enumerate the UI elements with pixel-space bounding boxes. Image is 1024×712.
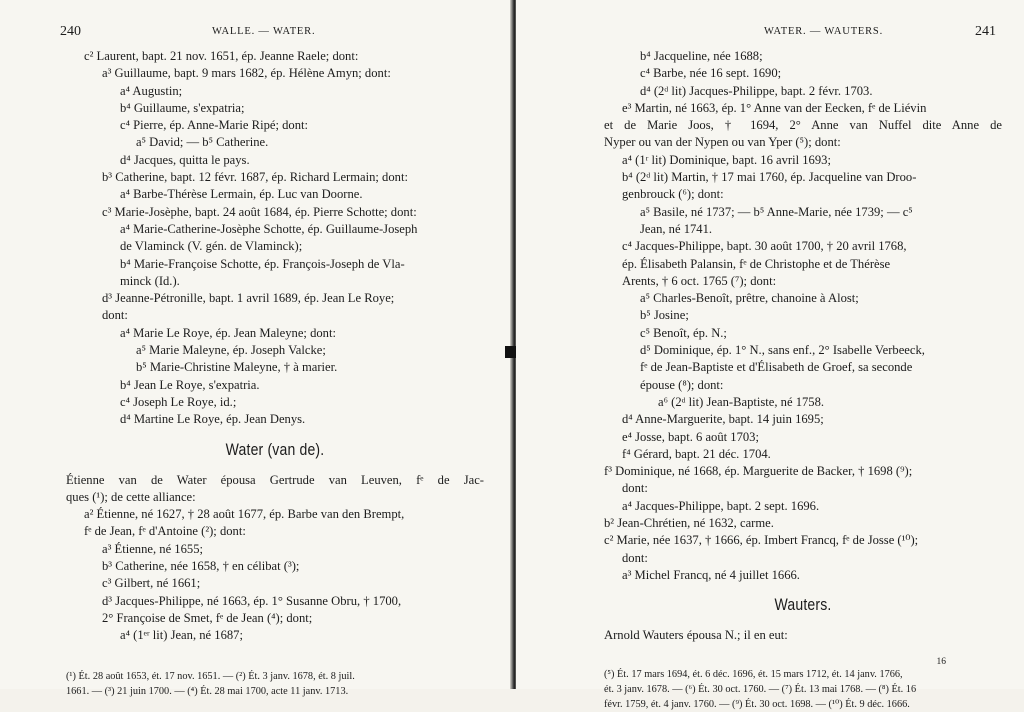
entry-line: Arents, † 6 oct. 1765 (⁷); dont: <box>604 273 1002 290</box>
entry-line: fᵉ de Jean-Baptiste et d'Élisabeth de Groef, sa seconde <box>604 359 1002 376</box>
right-page-header <box>604 24 1002 44</box>
entry-line: b⁵ Josine; <box>604 307 1002 324</box>
entry-line: b⁴ (2ᵈ lit) Martin, † 17 mai 1760, ép. Jacqueline van Droo- <box>604 169 1002 186</box>
entry-line: d⁵ Dominique, ép. 1° N., sans enf., 2° Isabelle Verbeeck, <box>604 342 1002 359</box>
right-footnotes <box>604 667 1002 712</box>
left-running-head: WALLE. — WATER. <box>212 26 315 37</box>
entry-line: dont: <box>604 480 1002 497</box>
section-title-water: Water (van de). <box>97 441 452 460</box>
left-page-number: 240 <box>60 24 81 40</box>
entry-line: a⁵ David; — b⁵ Catherine. <box>66 134 484 151</box>
entry-line: a⁴ Jacques-Philippe, bapt. 2 sept. 1696. <box>604 498 1002 515</box>
footnote-line: ét. 3 janv. 1678. — (⁶) Ét. 30 oct. 1760. — (⁷) Ét. 13 mai 1768. — (⁸) Ét. 16 <box>604 682 1002 697</box>
entry-line: Arnold Wauters épousa N.; il en eut: <box>604 627 1002 644</box>
entry-line: b³ Catherine, bapt. 12 févr. 1687, ép. Richard Lermain; dont: <box>66 169 484 186</box>
entry-line: a⁴ (1ᵉʳ lit) Jean, né 1687; <box>66 627 484 644</box>
entry-line: a⁵ Basile, né 1737; — b⁵ Anne-Marie, née 1739; — c⁵ <box>604 204 1002 221</box>
entry-line: c² Marie, née 1637, † 1666, ép. Imbert Francq, fᵉ de Josse (¹⁰); <box>604 532 1002 549</box>
left-genealogy-entries <box>66 48 484 429</box>
water-section-entries <box>66 472 484 645</box>
entry-line: dont: <box>604 550 1002 567</box>
entry-line: Nyper ou van der Nypen ou van Yper (⁵); dont: <box>604 134 1002 151</box>
footnote-line: (¹) Ét. 28 août 1653, ét. 17 nov. 1651. — (²) Ét. 3 janv. 1678, ét. 8 juil. <box>66 669 484 684</box>
entry-line: c² Laurent, bapt. 21 nov. 1651, ép. Jeanne Raele; dont: <box>66 48 484 65</box>
entry-line: a⁴ Marie-Catherine-Josèphe Schotte, ép. Guillaume-Joseph <box>66 221 484 238</box>
entry-line: c³ Gilbert, né 1661; <box>66 575 484 592</box>
entry-line: a⁶ (2ᵈ lit) Jean-Baptiste, né 1758. <box>604 394 1002 411</box>
entry-line: d⁴ Anne-Marguerite, bapt. 14 juin 1695; <box>604 411 1002 428</box>
entry-line: b⁴ Marie-Françoise Schotte, ép. François-Joseph de Vla- <box>66 256 484 273</box>
entry-line: f³ Dominique, né 1668, ép. Marguerite de Backer, † 1698 (⁹); <box>604 463 1002 480</box>
entry-line: minck (Id.). <box>66 273 484 290</box>
entry-line: a² Étienne, né 1627, † 28 août 1677, ép. Barbe van den Brempt, <box>66 506 484 523</box>
right-running-head: WATER. — WAUTERS. <box>764 26 883 37</box>
entry-line: a⁴ (1ʳ lit) Dominique, bapt. 16 avril 1693; <box>604 152 1002 169</box>
signature-mark: 16 <box>937 657 947 667</box>
entry-line: de Vlaminck (V. gén. de Vlaminck); <box>66 238 484 255</box>
entry-line: d⁴ Martine Le Roye, ép. Jean Denys. <box>66 411 484 428</box>
entry-line: b³ Catherine, née 1658, † en célibat (³); <box>66 558 484 575</box>
entry-line: a³ Étienne, né 1655; <box>66 541 484 558</box>
entry-line: a⁴ Augustin; <box>66 83 484 100</box>
entry-line: 2° Françoise de Smet, fᵉ de Jean (⁴); dont; <box>66 610 484 627</box>
entry-line: b⁴ Guillaume, s'expatria; <box>66 100 484 117</box>
entry-line: ques (¹); de cette alliance: <box>66 489 484 506</box>
entry-line: dont: <box>66 307 484 324</box>
entry-line: b⁵ Marie-Christine Maleyne, † à marier. <box>66 359 484 376</box>
entry-line: b⁴ Jacqueline, née 1688; <box>604 48 1002 65</box>
entry-line: a⁴ Marie Le Roye, ép. Jean Maleyne; dont: <box>66 325 484 342</box>
entry-line: a⁵ Marie Maleyne, ép. Joseph Valcke; <box>66 342 484 359</box>
entry-line: c⁴ Jacques-Philippe, bapt. 30 août 1700, † 20 avril 1768, <box>604 238 1002 255</box>
footnote-line: févr. 1759, ét. 4 janv. 1760. — (⁹) Ét. 30 oct. 1698. — (¹⁰) Ét. 9 déc. 1666. <box>604 697 1002 712</box>
entry-line: f⁴ Gérard, bapt. 21 déc. 1704. <box>604 446 1002 463</box>
entry-line: ép. Élisabeth Palansin, fᵉ de Christophe et de Thérèse <box>604 256 1002 273</box>
entry-line: c⁵ Benoît, ép. N.; <box>604 325 1002 342</box>
entry-line: c⁴ Joseph Le Roye, id.; <box>66 394 484 411</box>
entry-line: d³ Jacques-Philippe, né 1663, ép. 1° Susanne Obru, † 1700, <box>66 593 484 610</box>
right-genealogy-entries <box>604 48 1002 584</box>
entry-line: b² Jean-Chrétien, né 1632, carme. <box>604 515 1002 532</box>
left-page <box>0 0 512 689</box>
entry-line: c⁴ Barbe, née 16 sept. 1690; <box>604 65 1002 82</box>
entry-line: a⁴ Barbe-Thérèse Lermain, ép. Luc van Doorne. <box>66 186 484 203</box>
wauters-section-entries <box>604 627 1002 644</box>
entry-line: fᵉ de Jean, fᵉ d'Antoine (²); dont: <box>66 523 484 540</box>
entry-line: genbrouck (⁶); dont: <box>604 186 1002 203</box>
right-page-number: 241 <box>975 24 996 40</box>
section-title-wauters: Wauters. <box>634 596 972 615</box>
footnote-line: (⁵) Ét. 17 mars 1694, ét. 6 déc. 1696, ét. 15 mars 1712, ét. 14 janv. 1766, <box>604 667 1002 682</box>
entry-line: b⁴ Jean Le Roye, s'expatria. <box>66 377 484 394</box>
footnote-line: 1661. — (³) 21 juin 1700. — (⁴) Ét. 28 mai 1700, acte 11 janv. 1713. <box>66 684 484 699</box>
left-footnotes <box>66 669 484 699</box>
left-page-header <box>66 24 484 44</box>
entry-line: a³ Guillaume, bapt. 9 mars 1682, ép. Hélène Amyn; dont: <box>66 65 484 82</box>
entry-line: e⁴ Josse, bapt. 6 août 1703; <box>604 429 1002 446</box>
entry-line: Étienne van de Water épousa Gertrude van Leuven, fᵉ de Jac- <box>66 472 484 489</box>
entry-line: d³ Jeanne-Pétronille, bapt. 1 avril 1689, ép. Jean Le Roye; <box>66 290 484 307</box>
entry-line: e³ Martin, né 1663, ép. 1° Anne van der Eecken, fᵉ de Liévin <box>604 100 1002 117</box>
entry-line: épouse (⁸); dont: <box>604 377 1002 394</box>
entry-line: d⁴ Jacques, quitta le pays. <box>66 152 484 169</box>
entry-line: a³ Michel Francq, né 4 juillet 1666. <box>604 567 1002 584</box>
entry-line: c⁴ Pierre, ép. Anne-Marie Ripé; dont: <box>66 117 484 134</box>
entry-line: d⁴ (2ᵈ lit) Jacques-Philippe, bapt. 2 févr. 1703. <box>604 83 1002 100</box>
right-page <box>516 0 1024 689</box>
entry-line: a⁵ Charles-Benoît, prêtre, chanoine à Alost; <box>604 290 1002 307</box>
entry-line: Jean, né 1741. <box>604 221 1002 238</box>
entry-line: c³ Marie-Josèphe, bapt. 24 août 1684, ép. Pierre Schotte; dont: <box>66 204 484 221</box>
entry-line: et de Marie Joos, † 1694, 2° Anne van Nuffel dite Anne de <box>604 117 1002 134</box>
